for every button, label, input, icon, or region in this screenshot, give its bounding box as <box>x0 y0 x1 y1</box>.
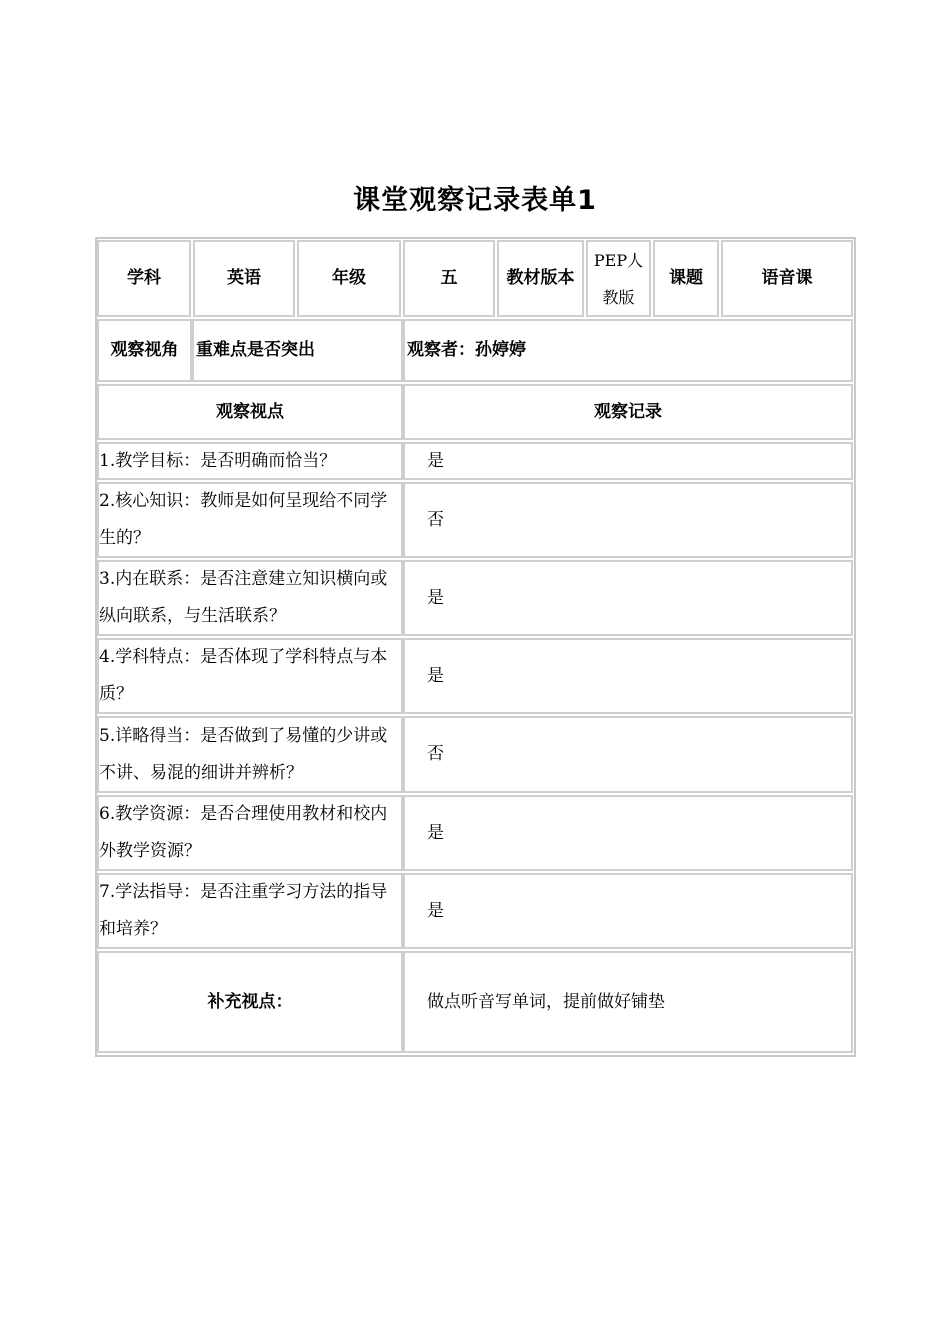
table-row-record: 是 <box>403 560 853 636</box>
subject-value: 英语 <box>193 240 295 317</box>
grade-value: 五 <box>403 240 495 317</box>
topic-label: 课题 <box>653 240 719 317</box>
table-row-record: 否 <box>403 716 853 793</box>
column-header-records: 观察记录 <box>403 384 853 440</box>
supplement-value: 做点听音写单词，提前做好铺垫 <box>403 951 853 1053</box>
table-row-point: 1.教学目标：是否明确而恰当？ <box>97 442 403 480</box>
table-row-point: 7.学法指导：是否注重学习方法的指导和培养？ <box>97 873 403 949</box>
table-row-point: 5.详略得当：是否做到了易懂的少讲或不讲、易混的细讲并辨析？ <box>97 716 403 793</box>
angle-label: 观察视角 <box>97 319 192 382</box>
subject-label: 学科 <box>97 240 191 317</box>
textbook-label: 教材版本 <box>497 240 584 317</box>
table-row-record: 是 <box>403 638 853 714</box>
grade-label: 年级 <box>297 240 401 317</box>
table-row-point: 4.学科特点：是否体现了学科特点与本质？ <box>97 638 403 714</box>
textbook-value: PEP人教版 <box>586 240 651 317</box>
table-row-record: 否 <box>403 482 853 558</box>
angle-value: 重难点是否突出 <box>192 319 403 382</box>
topic-value: 语音课 <box>721 240 853 317</box>
table-row-record: 是 <box>403 795 853 871</box>
observer: 观察者：孙婷婷 <box>403 319 853 382</box>
table-row-point: 6.教学资源：是否合理使用教材和校内外教学资源？ <box>97 795 403 871</box>
page-title: 课堂观察记录表单1 <box>353 185 597 216</box>
supplement-label: 补充视点： <box>97 951 403 1053</box>
table-row-point: 2.核心知识：教师是如何呈现给不同学生的？ <box>97 482 403 558</box>
table-row-point: 3.内在联系：是否注意建立知识横向或纵向联系，与生活联系？ <box>97 560 403 636</box>
column-header-points: 观察视点 <box>97 384 403 440</box>
table-row-record: 是 <box>403 442 853 480</box>
table-row-record: 是 <box>403 873 853 949</box>
